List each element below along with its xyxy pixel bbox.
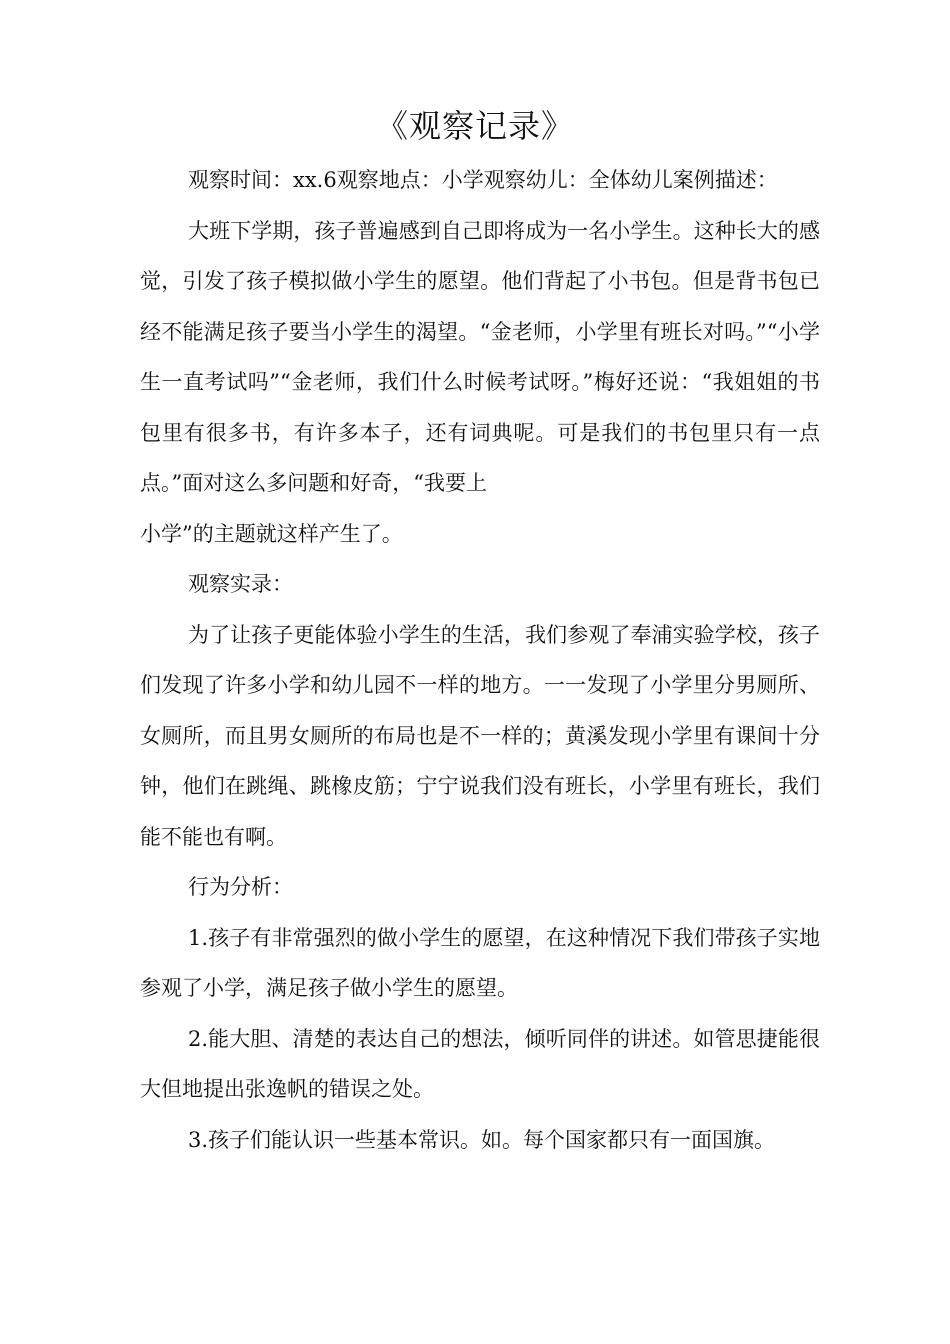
paragraph-case-description: 大班下学期，孩子普遍感到自己即将成为一名小学生。这种长大的感觉，引发了孩子模拟做小学生的愿望。他们背起了小书包。但是背书包已经不能满足孩子要当小学生的渴望。“金老师，小学里有班长对吗。”“小学生一直考试吗”“金老师，我们什么时候考试呀。”梅好还说：“我姐姐的书包里有很多书，有许多本子，还有词典呢。可是我们的书包里只有一点点。”面对这么多问题和好奇，“我要上 bbox=[140, 218, 820, 495]
heading-observation-record: 观察实录： bbox=[188, 572, 293, 596]
document-title: 《观察记录》 bbox=[375, 107, 574, 145]
heading-behavior-analysis: 行为分析： bbox=[188, 875, 293, 899]
paragraph-observation-info: 观察时间：xx.6观察地点：小学观察幼儿：全体幼儿案例描述： bbox=[188, 168, 778, 192]
paragraph-analysis-3: 3.孩子们能认识一些基本常识。如。每个国家都只有一面国旗。 bbox=[188, 1127, 776, 1152]
paragraph-observation-record: 为了让孩子更能体验小学生的生活，我们参观了奉浦实验学校，孩子们发现了许多小学和幼儿园不一样的地方。一一发现了小学里分男厕所、女厕所，而且男女厕所的布局也是不一样的；黄溪发现小学里有课间十分钟，他们在跳绳、跳橡皮筋；宁宁说我们没有班长，小学里有班长，我们能不能也有啊。 bbox=[140, 622, 820, 849]
document-body bbox=[140, 155, 820, 1165]
paragraph-analysis-1: 1.孩子有非常强烈的做小学生的愿望，在这种情况下我们带孩子实地参观了小学，满足孩子做小学生的愿望。 bbox=[140, 925, 820, 1000]
paragraph-analysis-2: 2.能大胆、清楚的表达自己的想法，倾听同伴的讲述。如管思捷能很大但地提出张逸帆的错误之处。 bbox=[140, 1026, 820, 1101]
paragraph-case-description-cont: 小学”的主题就这样产生了。 bbox=[140, 521, 403, 546]
